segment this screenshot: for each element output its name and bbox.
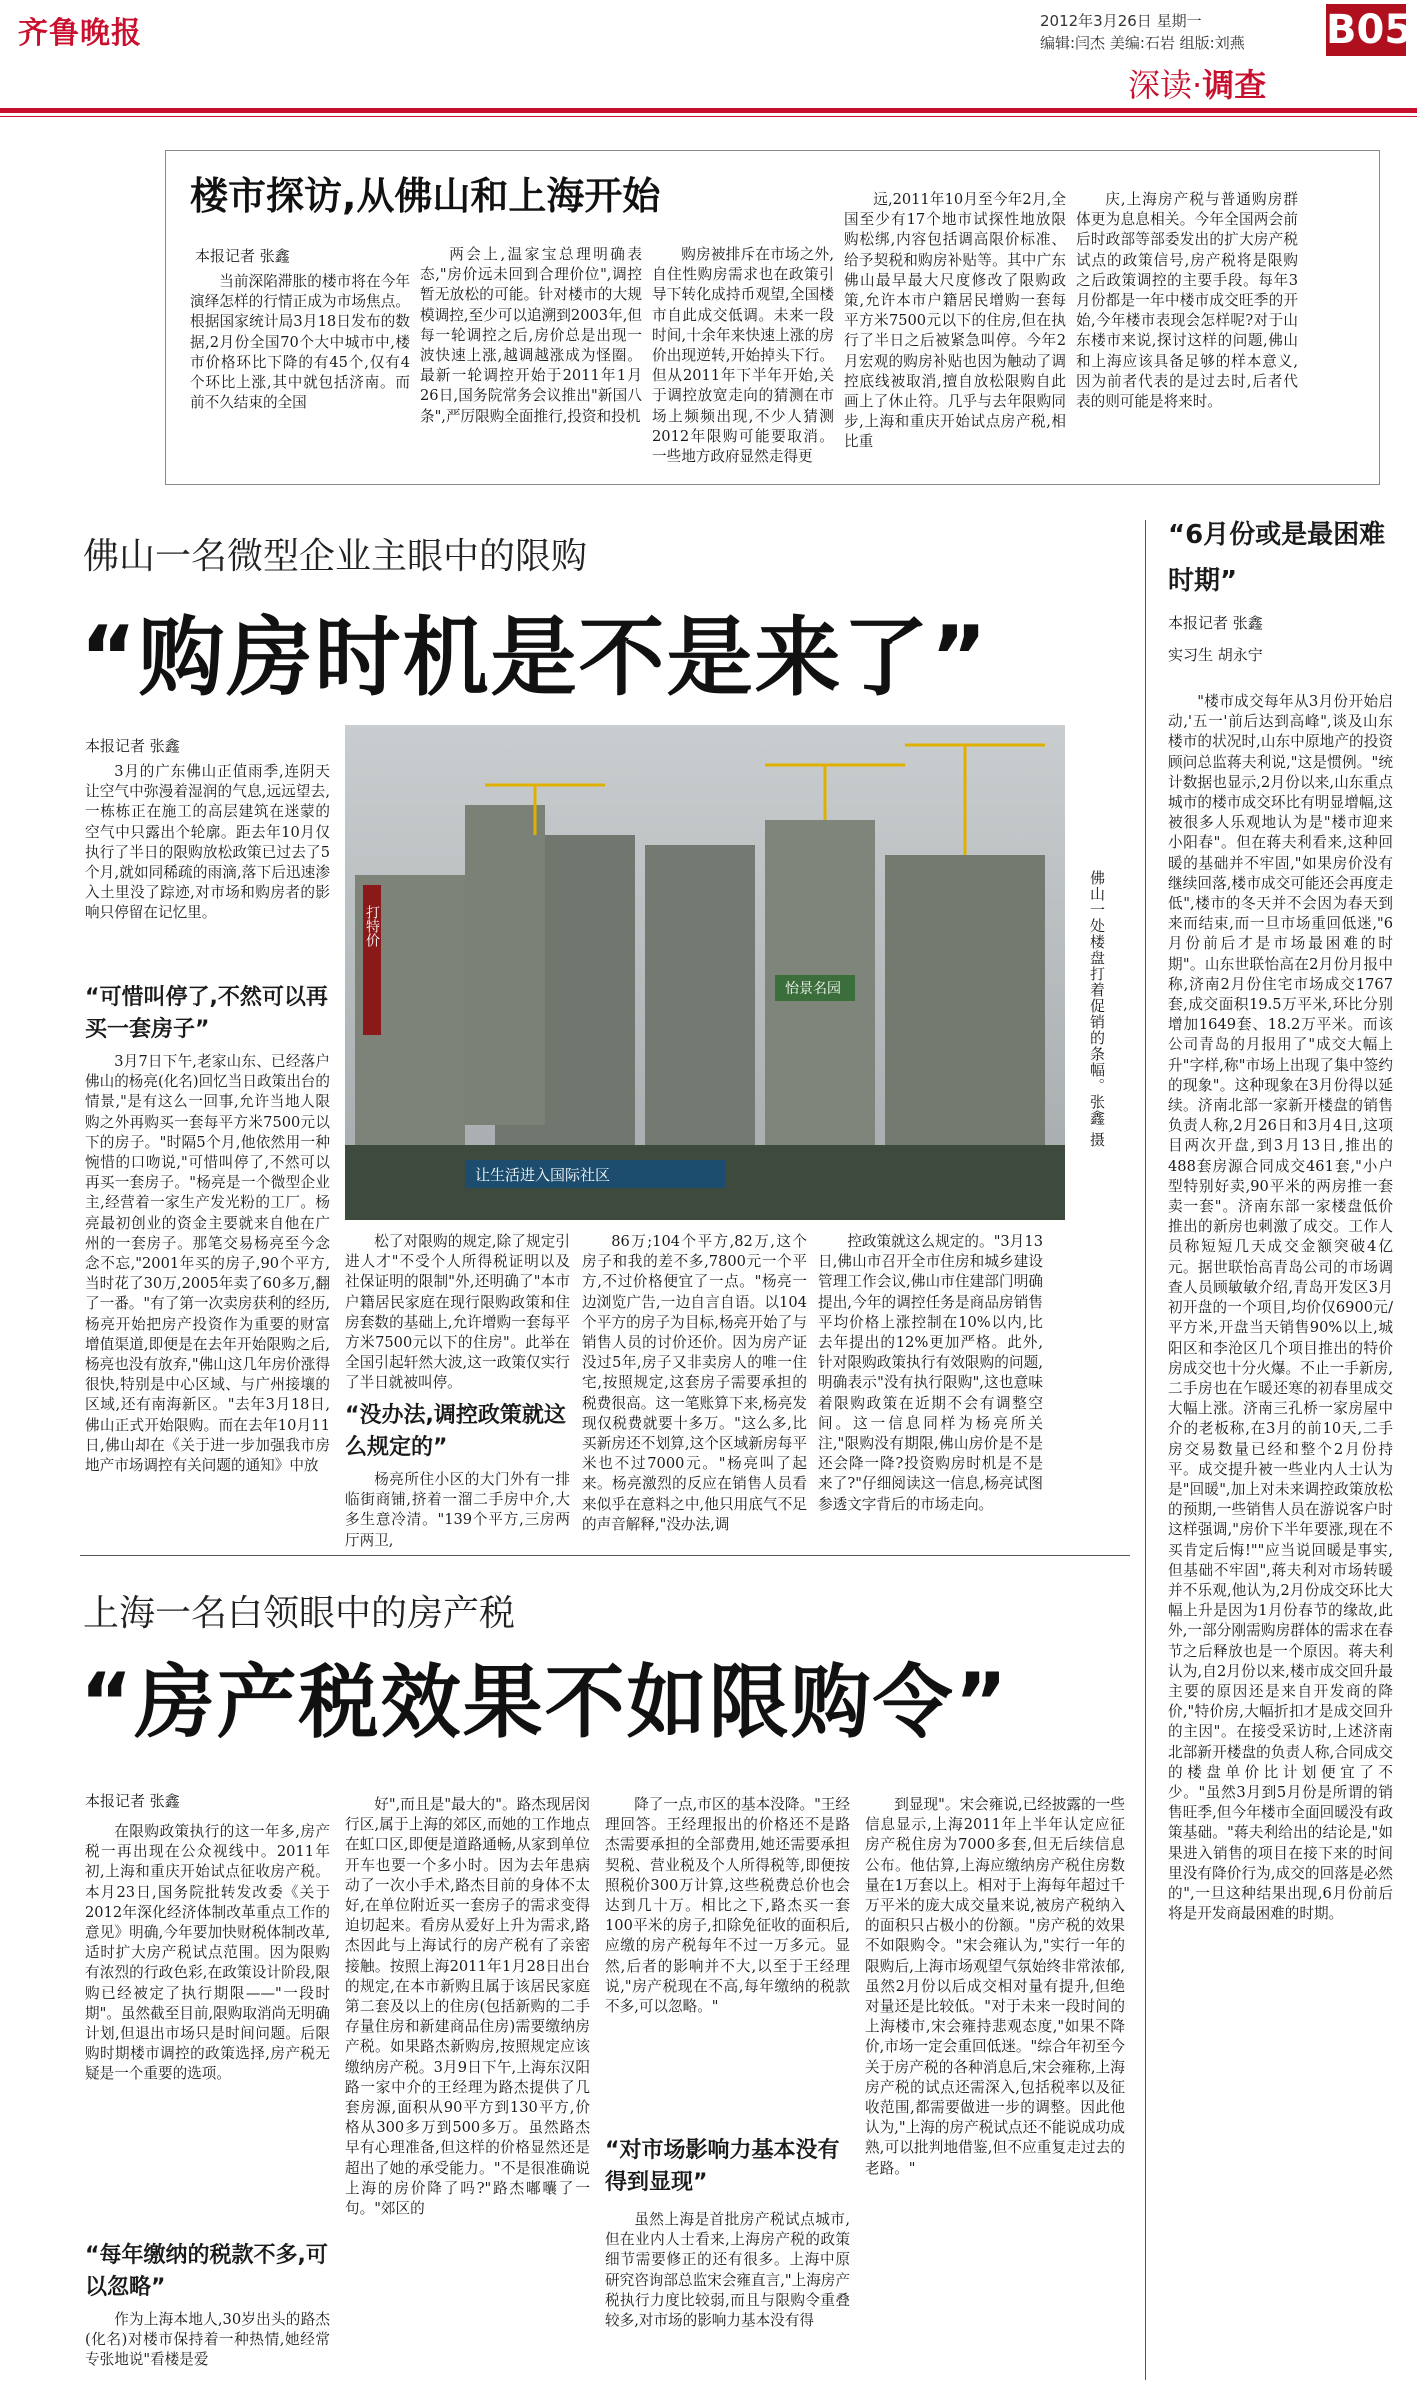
banner-left-text: 打特价 (364, 905, 380, 947)
paper-name: 齐鲁晚报 (18, 16, 142, 51)
staff-credits: 编辑:闫杰 美编:石岩 组版:刘燕 (1040, 34, 1245, 52)
story1-col-4: 控政策就这么规定的。"3月13日,佛山市召开全市住房和城乡建设管理工作会议,佛山市住建部门明确提出,今年的调控任务是商品房销售平均价格上涨控制在10%以内,比去年提出的12%更加严格。此外,针对限购政策执行有效限购的问题,明确表示"没有执行限购",这也意味着限购政策在近期不会有调整空间。这一信息同样为杨亮所关注,"限购没有期限,佛山房价是不是还会降一降?投资购房时机是不是来了?"仔细阅读这一信息,杨亮试图参透文字背后的市场走向。 (818, 1233, 1043, 1513)
story1-subhead-1: “可惜叫停了,不然可以再买一套房子” (85, 985, 328, 1042)
intro-col-3: 购房被排斥在市场之外,自住性购房需求也在政策引导下转化成持币观望,全国楼市自此成交低调。未来一段时间,十余年来快速上涨的房价出现逆转,开始掉头下行。但从2011年下半年开始,关于调控放宽走向的猜测在市场上频频出现,不少人猜测2012年限购可能要取消。一些地方政府显然走得更 (652, 246, 834, 466)
header-rule (0, 108, 1417, 113)
story1-headline: “购房时机是不是来了” (80, 608, 990, 708)
intro-byline: 本报记者 张鑫 (195, 247, 290, 265)
intro-col-2: 两会上,温家宝总理明确表态,"房价远未回到合理价位",调控暂无放松的可能。针对楼市的大规模调控,至少可以追溯到2003年,但每一轮调控之后,房价总是出现一波快速上涨,越调越涨成为怪圈。最新一轮调控开始于2011年1月26日,国务院常务会议推出"新国八条",严厉限购全面推行,投资和投机 (420, 246, 642, 425)
header-rule-thin (0, 116, 1417, 117)
story1-col-1: 3月7日下午,老家山东、已经落户佛山的杨亮(化名)回忆当日政策出台的情景,"是有这么一回事,允许当地人限购之外再购买一套每平方米7500元以下的房子。"时隔5个月,他依然用一种惋惜的口吻说,"可惜叫停了,不然可以再买一套房子。"杨亮是一个微型企业主,经营着一家生产发光粉的工厂。杨亮最初创业的资金主要就来自他在广州的一套房子。那笔交易杨亮至今念念不忘,"2001年买的房子,90个平方,当时花了30万,2005年卖了60多万,翻了一番。"有了第一次卖房获利的经历,杨亮开始把房产投资作为重要的财富增值渠道,即便是在去年开始限购之后,杨亮也没有放弃,"佛山这几年房价涨得很快,特别是中心区域、与广州接壤的区域,还有南海新区。"去年3月18日,佛山正式开始限购。而在去年10月11日,佛山却在《关于进一步加强我市房地产市场调控有关问题的通知》中放 (85, 1053, 330, 1475)
story2-byline: 本报记者 张鑫 (85, 1792, 180, 1810)
story2-col-1: 在限购政策执行的这一年多,房产税一再出现在公众视线中。2011年初,上海和重庆开始试点征收房产税。本月23日,国务院批转发改委《关于2012年深化经济体制改革重点工作的意见》明确,今年要加快财税体制改革,适时扩大房产税试点范围。因为限购有浓烈的行政色彩,在政策设计阶段,限购已经被定了执行期限——"一段时期"。虽然截至目前,限购取消尚无明确计划,但退出市场只是时间问题。后限购时期楼市调控的政策选择,房产税无疑是一个重要的选项。 (85, 1823, 330, 2083)
story1-lead: 3月的广东佛山正值雨季,连阴天让空气中弥漫着湿润的气息,远远望去,一栋栋正在施工的高层建筑在迷蒙的空气中只露出个轮廓。距去年10月仅执行了半日的限购放松政策已过去了5个月,就如同稀疏的雨滴,落下后迅速渗入土里没了踪迹,对市场和购房者的影响只停留在记忆里。 (85, 763, 330, 922)
story1-col-2: 松了对限购的规定,除了规定引进人才"不受个人所得税证明以及社保证明的限制"外,还明确了"本市户籍居民家庭在现行限购政策和住房套数的基础上,允许增购一套每平方米7500元以下的住房"。此举在全国引起轩然大波,这一政策仅实行了半日就被叫停。 (345, 1233, 570, 1392)
intro-col-4: 远,2011年10月至今年2月,全国至少有17个地市试探性地放限购松绑,内容包括调高限价标准、给予契税和购房补贴等。其中广东佛山最早最大尺度修改了限购政策,允许本市户籍居民增购一套每平方米7500元以下的住房,但在执行了半日之后被紧急叫停。今年2月宏观的购房补贴也因为触动了调控底线被取消,擅自放松限购自此画上了休止符。几乎与去年限购同步,上海和重庆开始试点房产税,相比重 (844, 191, 1066, 451)
story2-subhead-2: “对市场影响力基本没有得到显现” (605, 2138, 840, 2195)
story2-col-1b: 作为上海本地人,30岁出头的路杰(化名)对楼市保持着一种热情,她经常专张地说"看楼是爱 (85, 2311, 330, 2369)
photo-illustration (345, 725, 1065, 1220)
story2-headline: “房产税效果不如限购令” (80, 1656, 1010, 1749)
dateline: 2012年3月26日 星期一 (1040, 12, 1202, 30)
story2-kicker: 上海一名白领眼中的房产税 (83, 1593, 516, 1634)
masthead (0, 0, 1417, 104)
photo-caption: 佛山一处楼盘打着促销的条幅。张鑫 摄 (1088, 870, 1106, 1148)
story2-col-2: 好",而且是"最大的"。路杰现居闵行区,属于上海的郊区,而她的工作地点在虹口区,即便是道路通畅,从家到单位开车也要一个多小时。因为去年患病动了一次小手术,路杰目前的身体不太好,在单位附近买一套房子的需求变得迫切起来。看房从爱好上升为需求,路杰因此与上海试行的房产税有了亲密接触。按照上海2011年1月28日出台的规定,在本市新购且属于该居民家庭第二套及以上的住房(包括新购的二手存量住房和新建商品住房)需要缴纳房产税。如果路杰新购房,按照规定应该缴纳房产税。3月9日下午,上海东汉阳路一家中介的王经理为路杰提供了几套房源,面积从90平方到130平方,价格从300多万到500多万。虽然路杰早有心理准备,但这样的价格显然还是超出了她的承受能力。"不是很准确说上海的房价降了吗?"路杰嘟囔了一句。"郊区的 (345, 1796, 590, 2218)
story1-col-2b: 杨亮所住小区的大门外有一排临街商铺,挤着一溜二手房中介,大多生意冷清。"139个平方,三房两厅两卫, (345, 1471, 570, 1549)
side-intern: 实习生 胡永宁 (1168, 646, 1263, 664)
side-byline: 本报记者 张鑫 (1168, 614, 1263, 632)
story-divider (80, 1555, 1130, 1556)
side-divider (1145, 520, 1146, 2380)
story2-col-3: 降了一点,市区的基本没降。"王经理回答。王经理报出的价格还不是路杰需要承担的全部费用,她还需要承担契税、营业税及个人所得税等,即便按照税价300万计算,这些税费总价也会达到几十万。相比之下,路杰买一套100平米的房子,扣除免征收的面积后,应缴的房产税每年不过一万多元。显然,后者的影响并不大,以至于王经理说,"房产税现在不高,每年缴纳的税款不多,可以忽略。" (605, 1796, 850, 2016)
banner-building-text: 怡景名园 (785, 981, 841, 997)
story1-col-3: 86万;104个平方,82万,这个房子和我的差不多,7800元一个平方,不过价格便宜了一点。"杨亮一边浏览广告,一边自言自语。以104个平方的房子为目标,杨亮开始了与销售人员的讨价还价。因为房产证没过5年,房子又非卖房人的唯一住宅,按照规定,这套房子需要承担的税费很高。这一笔账算下来,杨亮发现仅税费就要十多万。"这么多,比买新房还不划算,这个区域新房每平米也不过7000元。"杨亮叫了起来。杨亮激烈的反应在销售人员看来似乎在意料之中,他只用底气不足的声音解释,"没办法,调 (582, 1233, 807, 1533)
hoarding-text: 让生活进入国际社区 (475, 1166, 611, 1184)
story2-col-4: 到显现"。宋会雍说,已经披露的一些信息显示,上海2011年上半年认定应征房产税住房为7000多套,但无后续信息公布。他估算,上海应缴纳房产税住房数量在1万套以上。相对于上海每年超过千万平米的庞大成交量来说,被房产税纳入的面积只占极小的份额。"房产税的效果不如限购令。"宋会雍认为,"实行一年的限购后,上海市场观望气氛始终非常浓郁,虽然2月份以后成交相对量有提升,但绝对量还是比较低。"对于未来一段时间的上海楼市,宋会雍持悲观态度,"如果不降价,市场一定会重回低迷。"综合年初至今关于房产税的各种消息后,宋会雍称,上海房产税的试点还需深入,包括税率以及征收范围,都需要做进一步的调整。因此他认为,"上海的房产税试点还不能说成功成熟,可以批判地借鉴,但不应重复走过去的老路。" (865, 1796, 1125, 2177)
photo-construction-site (345, 725, 1065, 1220)
story2-col-3b: 虽然上海是首批房产税试点城市,但在业内人士看来,上海房产税的政策细节需要修正的还有很多。上海中原研究咨询部总监宋会雍直言,"上海房产税执行力度比较弱,而且与限购令重叠较多,对市场的影响力基本没有得 (605, 2211, 850, 2330)
side-text: "楼市成交每年从3月份开始启动,'五一'前后达到高峰",谈及山东楼市的状况时,山东中原地产的投资顾问总监蒋夫利说,"这是惯例。"统计数据也显示,2月份以来,山东重点城市的楼市成交环比有明显增幅,这被很多人乐观地认为是"楼市迎来小阳春"。但在蒋夫利看来,这种回暖的基础并不牢固,"如果房价没有继续回落,楼市成交可能还会再度走低",楼市的冬天并不会因为春天到来而结束,而一旦市场重回低迷,"6月份前后才是市场最困难的时期"。山东世联怡高在2月份月报中称,济南2月份住宅市场成交1767套,成交面积19.5万平米,环比分别增加1649套、18.2万平米。而该公司青岛的月报用了"成交大幅上升"字样,称"市场上出现了集中签约的现象"。这种现象在3月份得以延续。济南北部一家新开楼盘的销售负责人称,2月26日和3月4日,这项目两次开盘,到3月13日,推出的488套房源合同成交461套,"小户型特别好卖,90平米的两房推一套卖一套"。济南东部一家楼盘低价推出的新房也刺激了成交。工作人员称短短几天成交金额突破4亿元。据世联怡高青岛公司的市场调查人员顾敏敏介绍,青岛开发区3月初开盘的一个项目,均价仅6900元/平方米,开盘当天销售90%以上,城阳区和李沧区几个项目推出的特价房成交也十分火爆。不止一手新房,二手房也在乍暖还寒的初春里成交大幅上涨。济南三孔桥一家房屋中介的老板称,在3月的前10天,二手房交易数量已经和整个2月份持平。成交提升被一些业内人士认为是"回暖",加上对未来调控政策放松的预期,一些销售人员在游说客户时这样强调,"房价下半年要涨,现在不买肯定后悔!""应当说回暖是事实,但基础不牢固",蒋夫利对市场转暖并不乐观,他认为,2月份成交环比大幅上升是因为1月份春节的缘故,此外,一部分刚需购房群体的需求在春节之后释放也是一个原因。蒋夫利认为,自2月份以来,楼市成交回升最主要的原因还是来自开发商的降价,"特价房,大幅折扣才是成交回升的主因"。在接受采访时,上述济南北部新开楼盘的负责人称,合同成交的楼盘单价比计划便宜了不少。"虽然3月到5月份是所谓的销售旺季,但今年楼市全面回暖没有政策基础。"蒋夫利给出的结论是,"如果进入销售的项目在接下来的时间里没有降价行为,成交的回落是必然的",一旦这种结果出现,6月份前后将是开发商最困难的时期。 (1168, 693, 1393, 1923)
story1-kicker: 佛山一名微型企业主眼中的限购 (83, 536, 588, 577)
intro-col-5: 庆,上海房产税与普通购房群体更为息息相关。今年全国两会前后时政部等部委发出的扩大房产税试点的政策信号,房产税将是限购之后政策调控的主要手段。每年3月份都是一年中楼市成交旺季的开始,今年楼市表现会怎样呢?对于山东楼市来说,探讨这样的问题,佛山和上海应该具备足够的样本意义,因为前者代表的是过去时,后者代表的则可能是将来时。 (1076, 191, 1298, 411)
intro-col-1: 当前深陷滞胀的楼市将在今年演绎怎样的行情正成为市场焦点。根据国家统计局3月18日发布的数据,2月份全国70个大中城市中,楼市价格环比下降的有45个,仅有4个环比上涨,其中就包括济南。而前不久结束的全国 (190, 273, 410, 412)
story1-byline: 本报记者 张鑫 (85, 737, 180, 755)
intro-title: 楼市探访,从佛山和上海开始 (190, 174, 661, 218)
side-headline: “6月份或是最困难时期” (1168, 520, 1386, 596)
page-number: B05 (1326, 4, 1406, 56)
section-title: 深读·调查 (1128, 66, 1267, 104)
story2-subhead-1: “每年缴纳的税款不多,可以忽略” (85, 2243, 328, 2300)
story1-subhead-2: “没办法,调控政策就这么规定的” (345, 1403, 566, 1460)
